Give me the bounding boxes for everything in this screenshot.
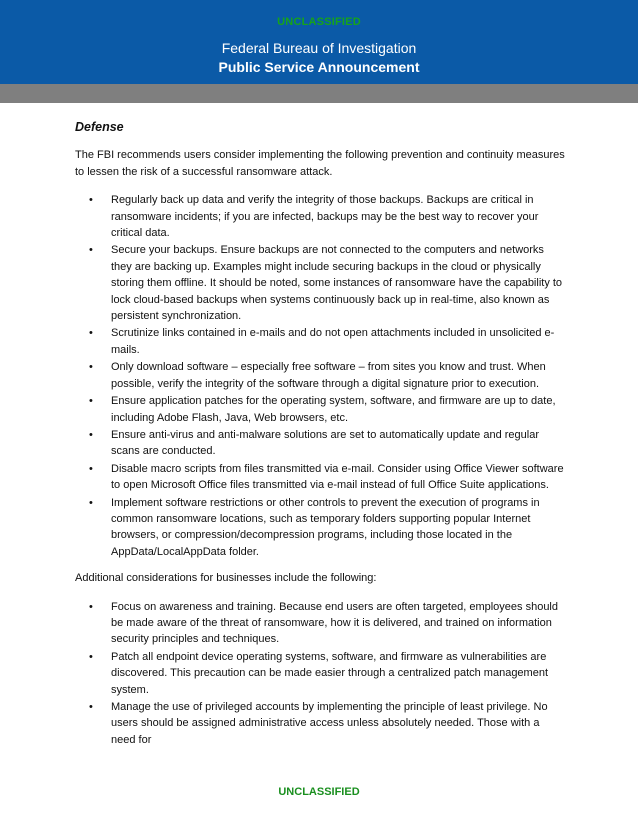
document-body [75,119,565,758]
business-intro-paragraph: Additional considerations for businesses include the following: [75,572,377,585]
intro-paragraph: The FBI recommends users consider implementing the following prevention and continuity measures to lessen the risk of a successful ransomware attack. [75,149,565,178]
document-type: Public Service Announcement [218,59,420,75]
header-banner [0,0,638,84]
list-item: • Ensure application patches for the operating system, software, and firmware are up to date, including Adobe Flash, Java, Web browsers, etc. [89,395,556,424]
bullet-icon: • [89,361,93,374]
classification-top: UNCLASSIFIED [277,16,361,28]
bullet-icon: • [89,327,93,340]
list-item: • Focus on awareness and training. Because end users are often targeted, employees should be made aware of the threat of ransomware, how it is delivered, and trained on information security principles and techniques. [89,600,558,646]
bullet-icon: • [89,701,93,713]
bullet-icon: • [89,496,93,509]
list-item: • Secure your backups. Ensure backups are not connected to the computers and networks they are backing up. Examples might include securing backups in the cloud or physically storing them offline. It should be noted, some instances of ransomware have the capability to lock cloud-based backups when systems continuously back up in real-time, also known as persistent synchronization. [89,244,563,323]
list-item: • Scrutinize links contained in e-mails and do not open attachments included in unsolicited e-mails. [89,327,555,356]
bullet-icon: • [89,650,93,663]
list-item: • Only download software – especially free software – from sites you know and trust. When possible, verify the integrity of the software through a digital signature prior to execution. [89,361,546,390]
bullet-icon: • [89,194,93,207]
classification-bottom: UNCLASSIFIED [278,786,360,798]
list-item: • Implement software restrictions or other controls to prevent the execution of programs in common ransomware locations, such as temporary folders supporting popular Internet browsers, or compression/decompression programs, including those located in the AppData/LocalAppData folder. [89,496,540,558]
list-item: • Regularly back up data and verify the integrity of those backups. Backups are critical in ransomware incidents; if you are infected, backups may be the best way to recover your critical data. [89,194,539,240]
list-item: • Ensure anti-virus and anti-malware solutions are set to automatically update and regular scans are conducted. [89,428,540,458]
list-item: • Disable macro scripts from files transmitted via e-mail. Consider using Office Viewer software to open Microsoft Office files transmitted via e-mail instead of full Office Suite applications. [89,462,564,492]
list-item: • Manage the use of privileged accounts by implementing the principle of least privilege. No users should be assigned administrative access unless absolutely needed. Those with a need for [89,701,548,746]
bullet-icon: • [89,600,93,613]
bullet-icon: • [89,395,93,408]
agency-name: Federal Bureau of Investigation [221,40,417,56]
bullet-icon: • [89,428,93,441]
business-list [75,599,565,749]
bullet-icon: • [89,462,93,475]
section-title: Defense [75,120,124,134]
prevention-list [75,192,565,560]
list-item: • Patch all endpoint device operating systems, software, and firmware as vulnerabilities are discovered. This precaution can be made easier through a centralized patch management system. [89,650,549,696]
header-divider-band [0,84,638,103]
bullet-icon: • [89,244,93,257]
